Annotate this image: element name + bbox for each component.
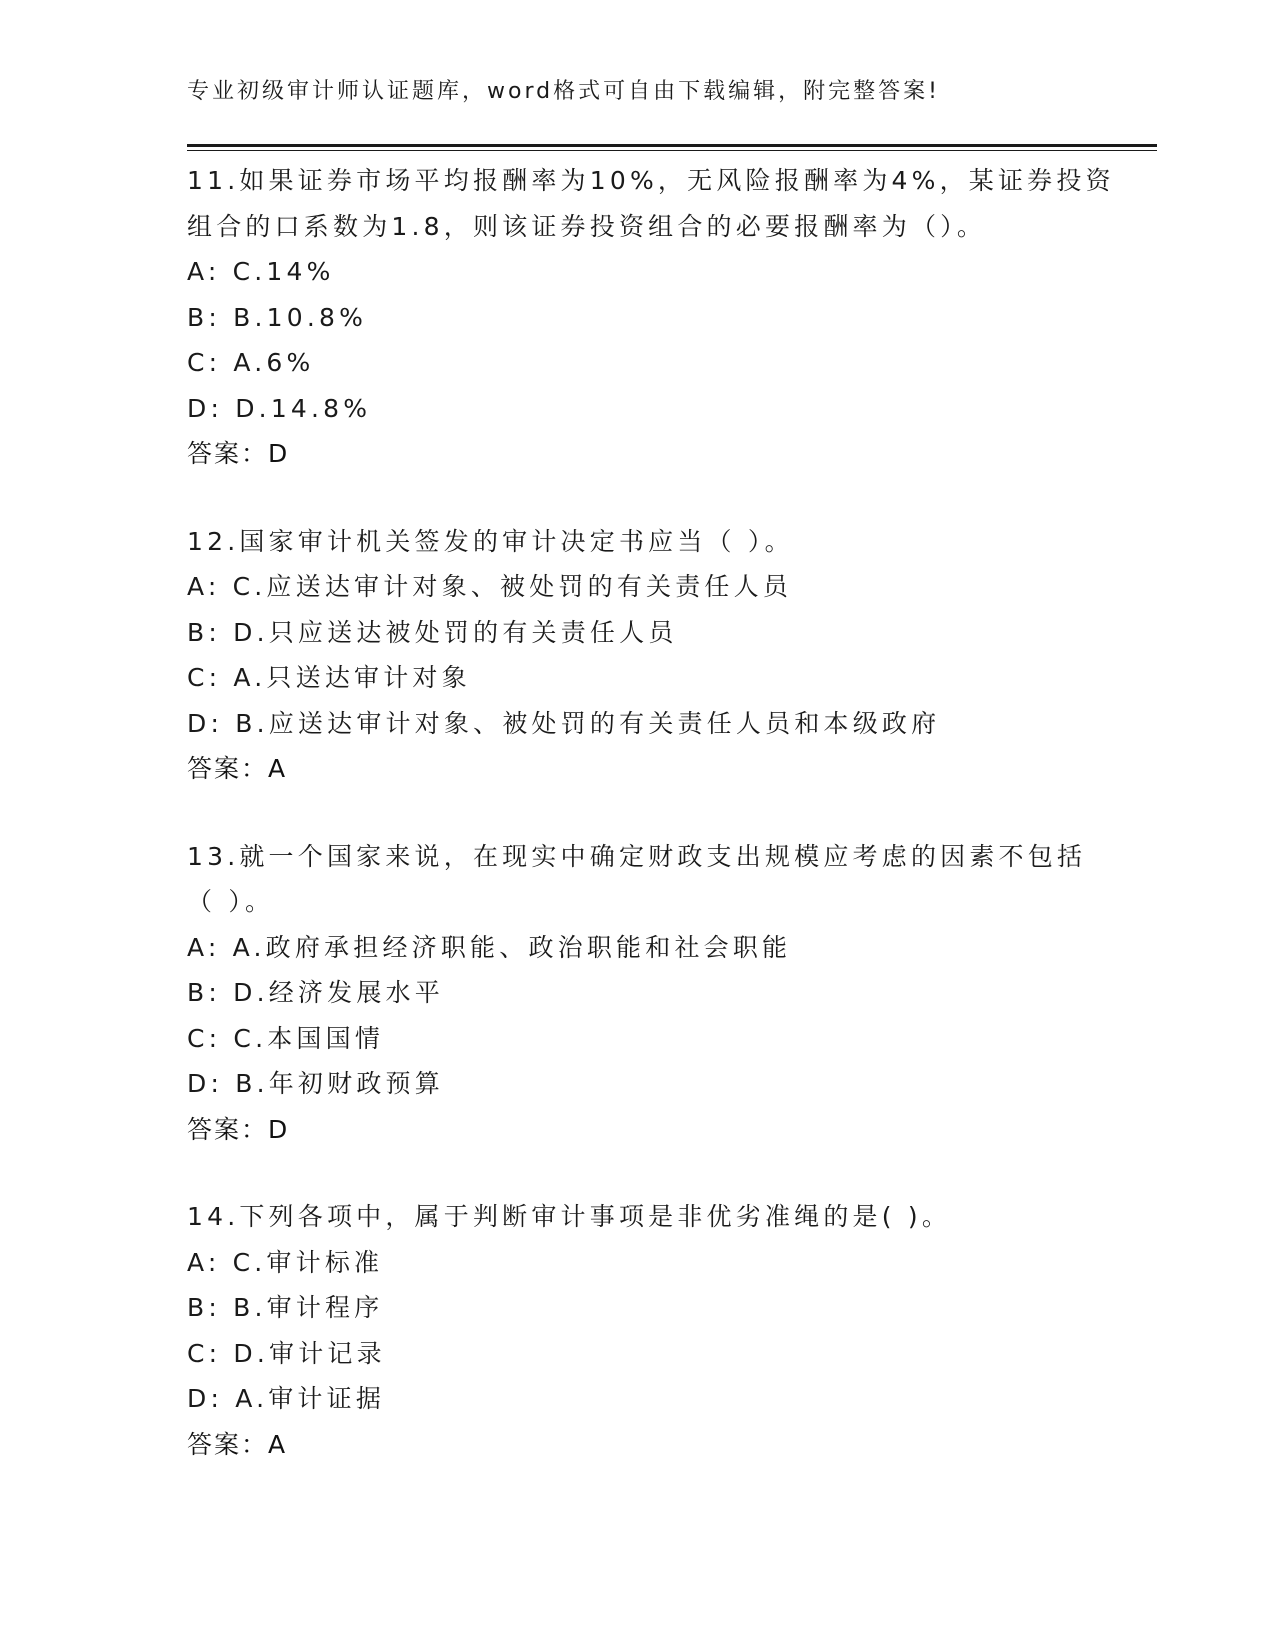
question-13 (187, 834, 1087, 1153)
question-stem-line: 11.如果证券市场平均报酬率为10%，无风险报酬率为4%，某证券投资 (187, 166, 1115, 195)
question-stem-line: 12.国家审计机关签发的审计决定书应当（ ）。 (187, 526, 794, 556)
header-rule-thin (187, 150, 1157, 151)
option-c: C: A.只送达审计对象 (187, 663, 471, 692)
answer-value: D (268, 1114, 289, 1144)
answer-line (187, 1422, 1087, 1468)
answer-label: 答案： (187, 1114, 269, 1144)
answer-value: A (268, 1429, 287, 1459)
option-d: D: D.14.8% (187, 393, 372, 423)
question-list (187, 158, 1115, 1509)
header-rule-thick (187, 144, 1157, 147)
option-d: D: B.年初财政预算 (187, 1069, 444, 1098)
answer-value: A (268, 754, 287, 783)
option-c: C: C.本国国情 (187, 1023, 385, 1053)
question-11 (187, 158, 1115, 477)
answer-line (187, 1107, 1087, 1153)
answer-label: 答案： (187, 1429, 269, 1459)
answer-label: 答案： (187, 754, 269, 783)
option-d: D: B.应送达审计对象、被处罚的有关责任人员和本级政府 (187, 708, 941, 738)
option-a: A: C.应送达审计对象、被处罚的有关责任人员 (187, 572, 793, 601)
question-12 (187, 519, 1087, 792)
option-c: C: D.审计记录 (187, 1338, 386, 1368)
question-stem-line: （ ）。 (187, 887, 275, 916)
answer-value: D (268, 439, 289, 468)
option-b: B: D.只应送达被处罚的有关责任人员 (187, 617, 678, 647)
question-14 (187, 1194, 1087, 1467)
page-header: 专业初级审计师认证题库，word格式可自由下载编辑，附完整答案! (187, 79, 940, 104)
answer-line (187, 746, 1087, 792)
answer-line (187, 431, 1087, 477)
option-b: B: B.审计程序 (187, 1293, 384, 1322)
question-stem-line: 组合的口系数为1.8，则该证券投资组合的必要报酬率为（）。 (187, 211, 987, 241)
option-c: C: A.6% (187, 348, 315, 377)
question-stem-line: 14.下列各项中，属于判断审计事项是非优劣准绳的是( )。 (187, 1202, 952, 1231)
option-a: A: A.政府承担经济职能、政治职能和社会职能 (187, 932, 792, 962)
question-stem-line: 13.就一个国家来说，在现实中确定财政支出规模应考虑的因素不包括 (187, 841, 1087, 871)
option-a: A: C.14% (187, 257, 335, 286)
answer-label: 答案： (187, 439, 269, 468)
option-d: D: A.审计证据 (187, 1384, 386, 1413)
option-b: B: D.经济发展水平 (187, 978, 444, 1007)
option-b: B: B.10.8% (187, 302, 368, 332)
option-a: A: C.审计标准 (187, 1247, 384, 1277)
